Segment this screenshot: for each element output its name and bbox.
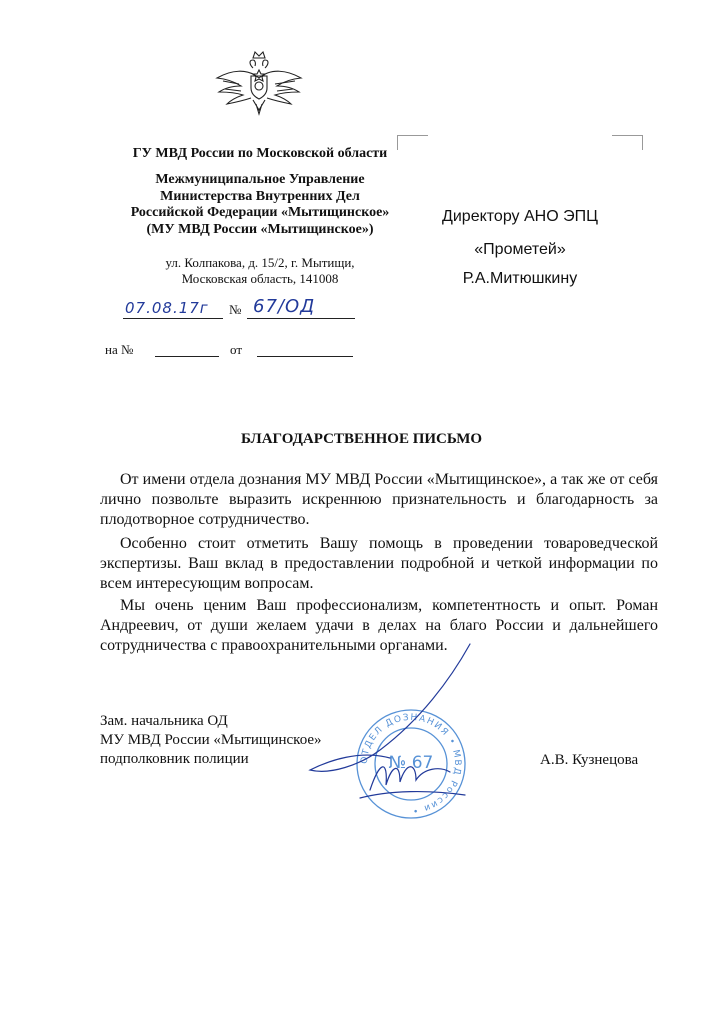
paragraph-text: От имени отдела дознания МУ МВД России «Мытищинское», а так же от себя лично позвольте выразить искреннюю признательность и благодарность за плодотворное сотрудничество.	[100, 471, 658, 528]
signatory-position	[100, 712, 322, 769]
outgoing-reference	[105, 298, 365, 324]
address-line: ул. Колпакова, д. 15/2, г. Мытищи,	[165, 255, 355, 270]
addressee-line: Директору АНО ЭПЦ	[442, 208, 598, 225]
number-line	[247, 318, 355, 319]
ministry-header: ГУ МВД России по Московской области	[132, 146, 388, 161]
department-name-line: Российской Федерации «Мытищинское»	[130, 205, 390, 220]
handwritten-signature-icon	[300, 640, 490, 820]
stamp-number: № 67	[388, 753, 434, 773]
position-line: МУ МВД России «Мытищинское»	[100, 732, 322, 748]
department-name-line: (МУ МВД России «Мытищинское»)	[146, 221, 374, 237]
sender-address	[60, 255, 460, 287]
addressee-line: Р.А.Митюшкину	[462, 270, 578, 287]
paragraph-text: Мы очень ценим Ваш профессионализм, компетентность и опыт. Роман Андреевич, от души желаем удачи в делах на благо России и дальнейшего сотрудничества с правоохранительными органами.	[100, 597, 658, 654]
stamp-ring-text: ОТДЕЛ ДОЗНАНИЯ • МВД России •	[359, 712, 463, 816]
na-label: на №	[105, 342, 134, 357]
position-line: Зам. начальника ОД	[100, 713, 228, 729]
signatory-name: А.В. Кузнецова	[540, 752, 639, 768]
handwritten-number: 67/ОД	[253, 296, 316, 317]
na-line	[155, 356, 219, 357]
handwritten-date: 07.08.17г	[125, 299, 209, 317]
incoming-reference	[105, 342, 365, 360]
addressee-line: «Прометей»	[474, 241, 566, 258]
department-name	[60, 172, 460, 238]
date-line	[123, 318, 223, 319]
address-line: Московская область, 141008	[181, 271, 339, 286]
department-name-line: Межмуниципальное Управление	[155, 172, 365, 187]
letter-title: БЛАГОДАРСТВЕННОЕ ПИСЬМО	[240, 431, 483, 447]
ot-line	[257, 356, 353, 357]
position-line: подполковник полиции	[100, 751, 249, 767]
mvd-emblem-icon	[213, 48, 305, 118]
paragraph-text: Особенно стоит отметить Вашу помощь в проведении товароведческой экспертизы. Ваш вклад в предоставлении подробной и четкой информации по всем интересующим вопросам.	[100, 535, 658, 592]
corner-mark	[397, 135, 428, 150]
department-name-line: Министерства Внутренних Дел	[160, 188, 360, 204]
corner-mark	[612, 135, 643, 150]
body-paragraph	[100, 534, 658, 594]
body-paragraph	[100, 470, 658, 530]
ot-label: от	[230, 342, 243, 357]
number-label: №	[229, 302, 242, 317]
